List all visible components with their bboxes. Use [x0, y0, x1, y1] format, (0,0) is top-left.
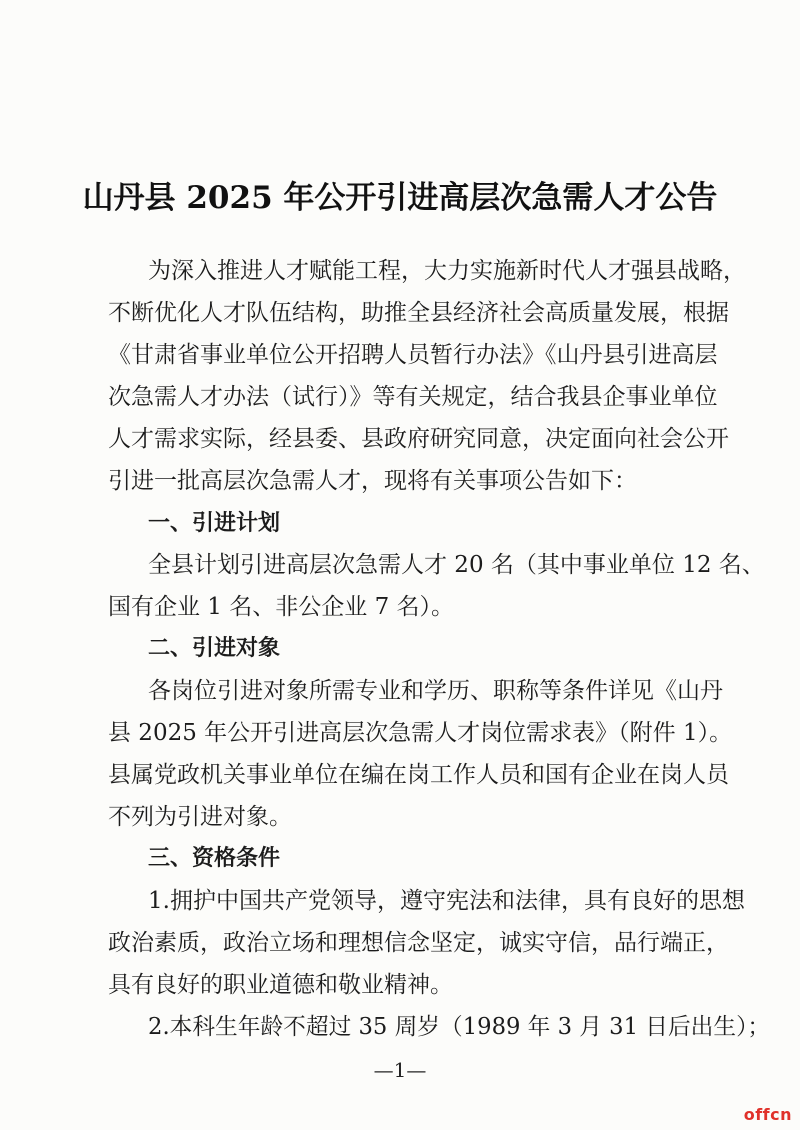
paragraph-line: 人才需求实际，经县委、县政府研究同意，决定面向社会公开 [108, 426, 729, 452]
paragraph-line: 2.本科生年龄不超过 35 周岁（1989 年 3 月 31 日后出生）； [148, 1014, 771, 1040]
paragraph-line: 次急需人才办法（试行）》等有关规定，结合我县企事业单位 [108, 384, 718, 410]
paragraph-line: 1.拥护中国共产党领导，遵守宪法和法律，具有良好的思想 [148, 888, 745, 914]
paragraph-line: 县属党政机关事业单位在编在岗工作人员和国有企业在岗人员 [108, 762, 729, 788]
paragraph-line: 县 2025 年公开引进高层次急需人才岗位需求表》（附件 1）。 [108, 720, 733, 746]
paragraph-line: 为深入推进人才赋能工程，大力实施新时代人才强县战略， [148, 258, 746, 284]
paragraph-line: 引进一批高层次急需人才，现将有关事项公告如下： [108, 468, 637, 494]
paragraph-line: 具有良好的职业道德和敬业精神。 [108, 972, 453, 998]
watermark-logo: offcn [743, 1105, 792, 1124]
section-heading-target: 二、引进对象 [148, 636, 281, 661]
section-heading-qualifications: 三、资格条件 [148, 846, 281, 871]
paragraph-line: 政治素质，政治立场和理想信念坚定，诚实守信，品行端正， [108, 930, 729, 956]
paragraph-line: 不列为引进对象。 [108, 804, 292, 830]
document-title: 山丹县 2025 年公开引进高层次急需人才公告 [82, 180, 718, 216]
page-number: —1— [373, 1058, 427, 1082]
section-heading-plan: 一、引进计划 [148, 511, 281, 536]
paragraph-line: 不断优化人才队伍结构，助推全县经济社会高质量发展，根据 [108, 300, 729, 326]
paragraph-line: 《甘肃省事业单位公开招聘人员暂行办法》《山丹县引进高层 [108, 342, 718, 368]
paragraph-line: 国有企业 1 名、非公企业 7 名）。 [108, 594, 455, 620]
paragraph-line: 各岗位引进对象所需专业和学历、职称等条件详见《山丹 [148, 678, 723, 704]
paragraph-line: 全县计划引进高层次急需人才 20 名（其中事业单位 12 名、 [148, 552, 765, 578]
